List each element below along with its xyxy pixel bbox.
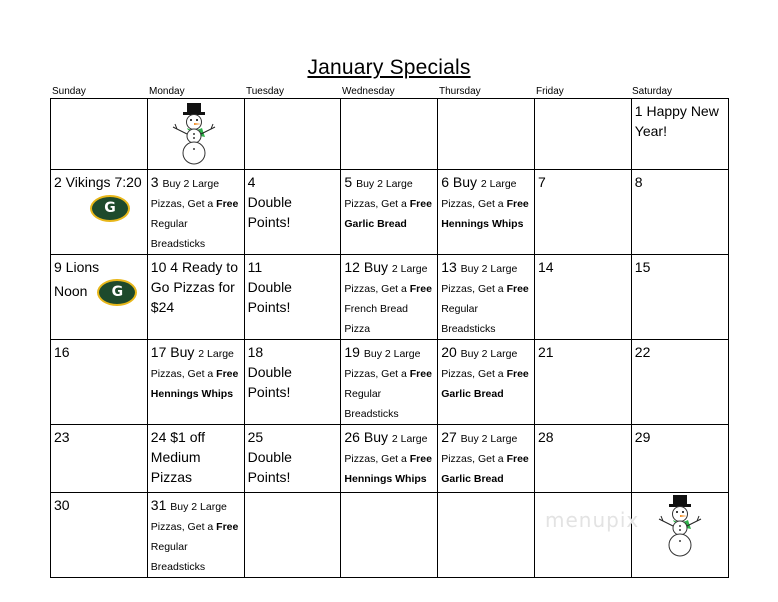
week-row-1 [51,99,729,170]
day-cell-17 [147,340,244,425]
calendar-grid [50,98,729,578]
snowman-icon [159,101,229,167]
week-row-2 [51,170,729,255]
buy-label: Buy [363,259,388,275]
day-number: 8 [634,174,643,190]
day-number: 25 [247,429,264,445]
day-header-thursday: Thursday [439,86,481,97]
day-cell-2 [51,170,148,255]
buy-label: Buy [170,344,195,360]
day-number: 3 [150,174,159,190]
day-header-tuesday: Tuesday [246,86,284,97]
special-text: Double Points! [247,194,292,230]
day-number: 7 [537,174,546,190]
special-text: Buy 2 Large Pizzas, Get a Free Regular Breadsticks [150,501,239,573]
day-header-monday: Monday [149,86,185,97]
day-cell-11 [244,255,341,340]
day-number: 19 [344,344,360,360]
game-time: Noon [54,283,88,300]
week-row-5 [51,425,729,493]
special-text: Double Points! [247,364,292,400]
day-cell-29 [631,425,728,493]
day-number: 24 [150,429,167,445]
day-cell [51,99,148,170]
game-vikings: 2 Vikings 7:20 [54,174,142,190]
special-text: Buy 2 Large Pizzas, Get a Free Garlic Bread [441,348,529,400]
day-cell [244,493,341,578]
day-cell-4 [244,170,341,255]
day-number: 26 [344,429,360,445]
day-cell-22 [631,340,728,425]
day-cell-10 [147,255,244,340]
day-header-wednesday: Wednesday [342,86,395,97]
day-cell [438,99,535,170]
day-cell-30 [51,493,148,578]
day-number: 10 [150,259,167,275]
day-number: 5 [344,174,353,190]
day-number: 20 [441,344,457,360]
day-number: 22 [634,344,651,360]
day-cell-28 [534,425,631,493]
special-text: Buy 2 Large Pizzas, Get a Free Garlic Bread [344,178,432,230]
day-cell-23 [51,425,148,493]
day-number: 13 [441,259,457,275]
day-number: 16 [54,344,70,360]
buy-label: Buy [452,174,477,190]
day-header-friday: Friday [536,86,564,97]
day-cell-20 [438,340,535,425]
day-cell [341,99,438,170]
day-number: 17 [150,344,167,360]
day-cell-25 [244,425,341,493]
special-text: 2 Large Pizzas, Get a Free Hennings Whips [150,348,239,400]
day-cell-14 [534,255,631,340]
day-cell [631,493,728,578]
day-number: 11 [247,259,263,275]
day-number: 18 [247,344,264,360]
packers-logo-icon: G [90,195,130,222]
day-1-text: 1 Happy New Year! [634,103,719,139]
special-text: Double Points! [247,279,292,315]
day-number: 4 [247,174,256,190]
watermark: menupix [545,508,640,532]
day-cell-8 [631,170,728,255]
day-number: 30 [54,497,70,513]
day-cell [147,99,244,170]
day-number: 15 [634,259,651,275]
special-text: 2 Large Pizzas, Get a Free Hennings Whips [344,433,432,485]
special-text: $1 off Medium Pizzas [150,429,206,485]
special-text: Buy 2 Large Pizzas, Get a Free Regular Breadsticks [150,178,239,250]
day-number: 21 [537,344,554,360]
day-cell-16 [51,340,148,425]
day-cell-24 [147,425,244,493]
snowman-icon [645,493,715,559]
page-title: January Specials [307,56,471,79]
special-text: Buy 2 Large Pizzas, Get a Free Regular Breadsticks [344,348,432,420]
day-cell-18 [244,340,341,425]
week-row-4 [51,340,729,425]
day-number: 12 [344,259,360,275]
special-text: 4 Ready to Go Pizzas for $24 [150,259,238,315]
buy-label: Buy [363,429,388,445]
day-number: 23 [54,429,70,445]
day-cell [341,493,438,578]
day-cell-12 [341,255,438,340]
day-cell [438,493,535,578]
day-number: 29 [634,429,651,445]
day-cell-9 [51,255,148,340]
day-header-saturday: Saturday [632,86,673,97]
day-cell-27 [438,425,535,493]
day-cell [534,99,631,170]
day-cell-3 [147,170,244,255]
day-cell-26 [341,425,438,493]
special-text: Buy 2 Large Pizzas, Get a Free Regular Breadsticks [441,263,529,335]
day-number: 31 [150,497,167,513]
game-lions: 9 Lions [54,259,100,275]
week-row-6 [51,493,729,578]
day-cell-19 [341,340,438,425]
day-cell [244,99,341,170]
day-header-sunday: Sunday [52,86,86,97]
special-text: 2 Large Pizzas, Get a Free French Bread Pizza [344,263,432,335]
day-cell-15 [631,255,728,340]
day-cell-21 [534,340,631,425]
special-text: Buy 2 Large Pizzas, Get a Free Garlic Bread [441,433,529,485]
day-number: 6 [441,174,449,190]
day-cell-7 [534,170,631,255]
day-cell-5 [341,170,438,255]
special-text: Double Points! [247,449,292,485]
day-cell [534,493,631,578]
day-number: 14 [537,259,554,275]
packers-logo-icon: G [97,279,137,306]
day-cell-31 [147,493,244,578]
day-number: 27 [441,429,457,445]
day-cell-6 [438,170,535,255]
special-text: 2 Large Pizzas, Get a Free Hennings Whips [441,178,529,230]
day-cell-13 [438,255,535,340]
week-row-3 [51,255,729,340]
day-cell-1 [631,99,728,170]
day-number: 28 [537,429,554,445]
